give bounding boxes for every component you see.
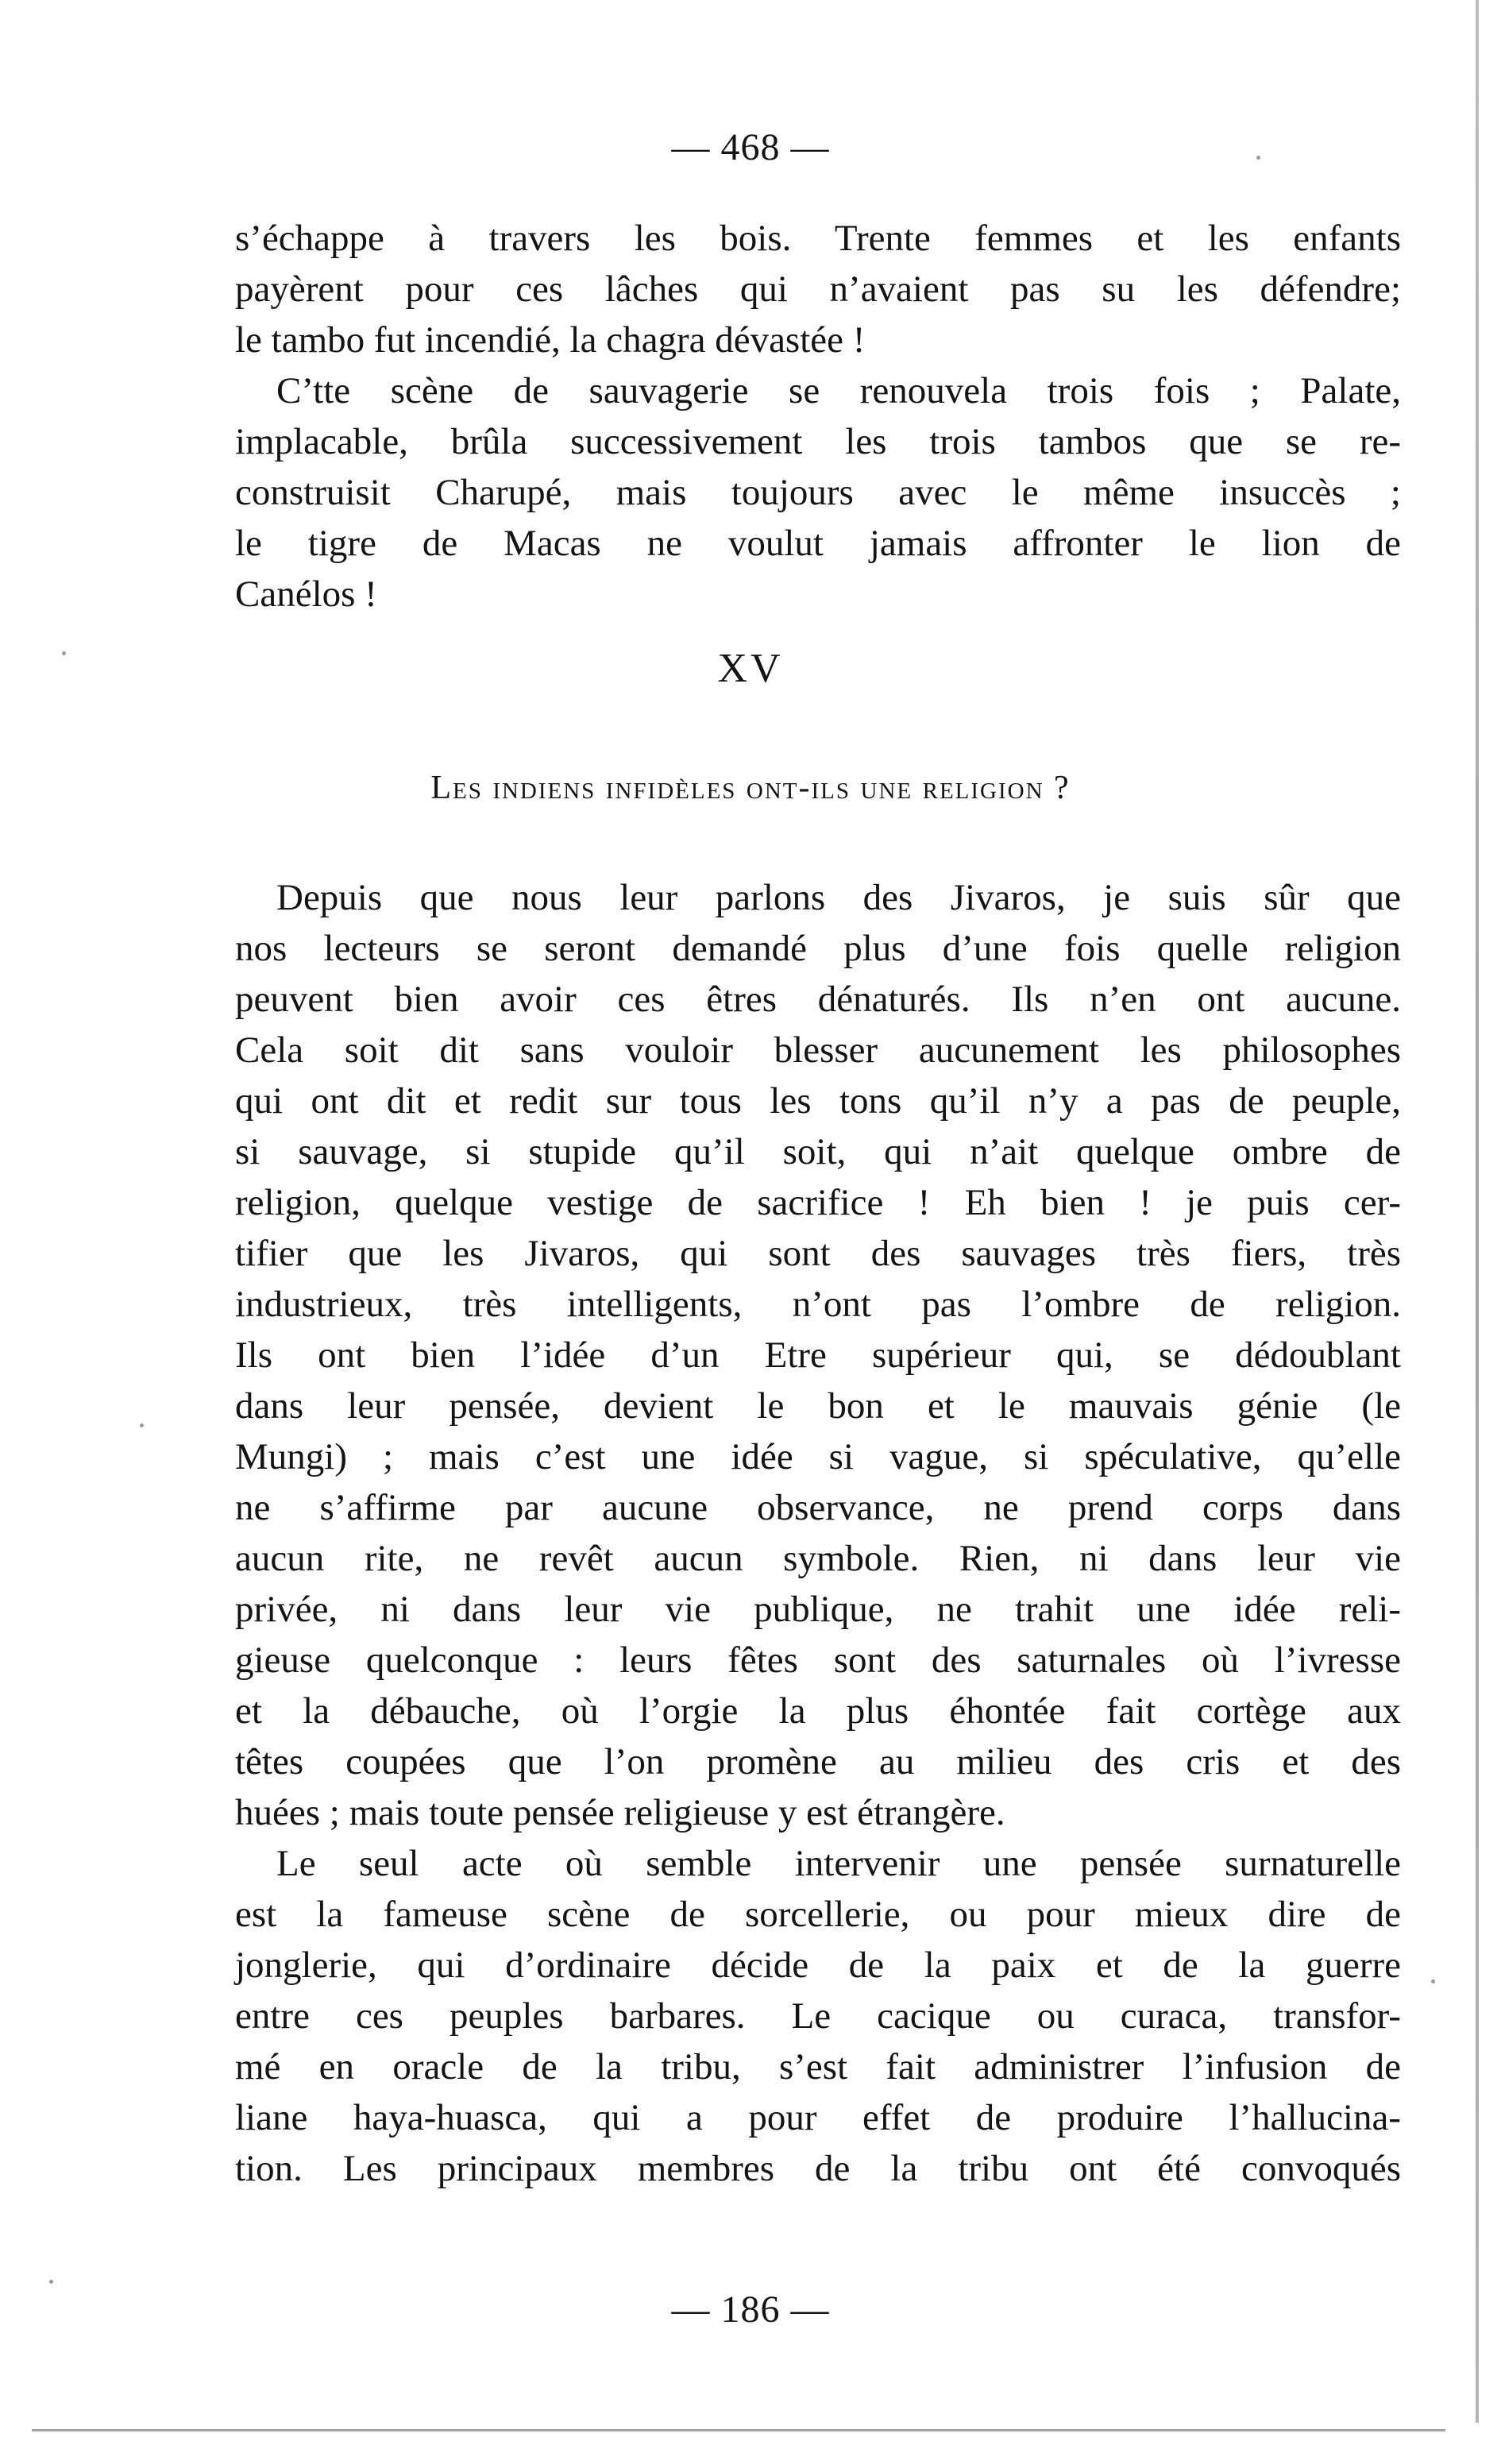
text-line: qui ont dit et redit sur tous les tons qu’il n’y a pas de peuple, (235, 1080, 1401, 1122)
text-line: aucun rite, ne revêt aucun symbole. Rien, ni dans leur vie (235, 1538, 1401, 1579)
text-line: mé en oracle de la tribu, s’est fait administrer l’infusion de (235, 2046, 1401, 2087)
text-line: Mungi) ; mais c’est une idée si vague, si spéculative, qu’elle (235, 1436, 1401, 1477)
text-line: privée, ni dans leur vie publique, ne trahit une idée reli- (235, 1589, 1401, 1630)
text-line: ne s’affirme par aucune observance, ne prend corps dans (235, 1487, 1401, 1528)
text-line: huées ; mais toute pensée religieuse y est étrangère. (235, 1792, 1005, 1833)
scan-speck (1431, 1979, 1435, 1983)
text-line: si sauvage, si stupide qu’il soit, qui n’ait quelque ombre de (235, 1131, 1401, 1172)
text-line: Cela soit dit sans vouloir blesser aucunement les philosophes (235, 1029, 1401, 1071)
text-line: religion, quelque vestige de sacrifice ! Eh bien ! je puis cer- (235, 1182, 1401, 1223)
text-line: tifier que les Jivaros, qui sont des sauvages très fiers, très (235, 1233, 1401, 1274)
text-line: nos lecteurs se seront demandé plus d’une fois quelle religion (235, 928, 1401, 969)
text-line: Le seul acte où semble intervenir une pensée surnaturelle (276, 1843, 1401, 1884)
text-line: dans leur pensée, devient le bon et le mauvais génie (le (235, 1385, 1401, 1427)
text-line: entre ces peuples barbares. Le cacique ou curaca, transfor- (235, 1995, 1401, 2037)
text-line: le tigre de Macas ne voulut jamais affronter le lion de (235, 523, 1401, 564)
scan-speck (1256, 156, 1260, 160)
text-line: Ils ont bien l’idée d’un Etre supérieur qui, se dédoublant (235, 1334, 1401, 1376)
text-line: payèrent pour ces lâches qui n’avaient pas su les défendre; (235, 268, 1401, 310)
text-line: têtes coupées que l’on promène au milieu des cris et des (235, 1741, 1401, 1782)
scan-speck (49, 2280, 53, 2284)
paragraph-top (235, 213, 1401, 620)
text-line: et la débauche, où l’orgie la plus éhontée fait cortège aux (235, 1690, 1401, 1732)
chapter-number: XV (717, 646, 784, 691)
page-number-top: — 468 — (671, 126, 830, 168)
scan-bottom-rule (32, 2429, 1445, 2431)
scan-speck (62, 651, 66, 655)
text-line: le tambo fut incendié, la chagra dévastée ! (235, 319, 866, 361)
text-line: liane haya-huasca, qui a pour effet de produire l’hallucina- (235, 2097, 1401, 2138)
text-line: jonglerie, qui d’ordinaire décide de la paix et de la guerre (235, 1945, 1401, 1986)
text-line: s’échappe à travers les bois. Trente femmes et les enfants (235, 218, 1401, 259)
text-line: gieuse quelconque : leurs fêtes sont des saturnales où l’ivresse (235, 1639, 1401, 1681)
text-line: industrieux, très intelligents, n’ont pas l’ombre de religion. (235, 1284, 1401, 1325)
page-edge-shadow (1476, 0, 1479, 2423)
page-number-bottom: — 186 — (671, 2288, 830, 2331)
text-line: tion. Les principaux membres de la tribu ont été convoqués (235, 2148, 1401, 2189)
text-line: implacable, brûla successivement les trois tambos que se re- (235, 421, 1401, 462)
chapter-title: Les indiens infidèles ont-ils une religion ? (430, 770, 1071, 806)
text-line: Canélos ! (235, 574, 377, 615)
paragraph-bottom (235, 872, 1401, 2194)
scan-speck (140, 1423, 144, 1427)
text-line: C’tte scène de sauvagerie se renouvela trois fois ; Palate, (276, 370, 1401, 411)
text-line: est la fameuse scène de sorcellerie, ou pour mieux dire de (235, 1894, 1401, 1935)
text-line: peuvent bien avoir ces êtres dénaturés. Ils n’en ont aucune. (235, 979, 1401, 1020)
text-line: construisit Charupé, mais toujours avec le même insuccès ; (235, 472, 1401, 513)
text-line: Depuis que nous leur parlons des Jivaros, je suis sûr que (276, 877, 1401, 918)
